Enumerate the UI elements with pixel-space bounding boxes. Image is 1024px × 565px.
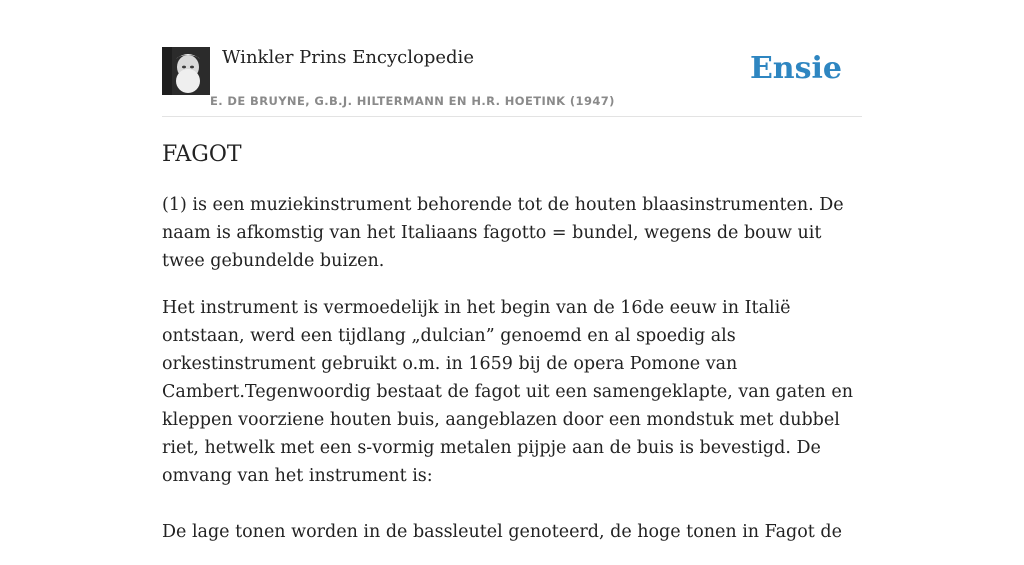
ensie-logo[interactable]: Ensie [749,51,842,86]
source-title[interactable]: Winkler Prins Encyclopedie [222,47,474,68]
author-portrait-icon [162,47,210,95]
article-paragraph-1: (1) is een muziekinstrument behorende tot de houten blaasinstrumenten. De naam is afkomstig van het Italiaans fagotto = bundel, wegens de bouw uit twee gebundelde buizen. [162,195,844,271]
article [162,140,862,565]
source-authors: E. DE BRUYNE, G.B.J. HILTERMANN EN H.R. HOETINK (1947) [210,94,615,108]
article-paragraph-3: De lage tonen worden in de bassleutel genoteerd, de hoge tonen in Fagot de [162,522,842,542]
page [162,0,862,542]
article-paragraph-2: Het instrument is vermoedelijk in het begin van de 16de eeuw in Italië ontstaan, werd een tijdlang „dulcian” genoemd en al spoedig als orkestinstrument gebruikt o.m. in 1659 bij de opera Pomone van Cambert.Tegenwoordig bestaat de fagot uit een samengeklapte, van gaten en kleppen voorziene houten buis, aangeblazen door een mondstuk met dubbel riet, hetwelk met een s-vormig metalen pijpje aan de buis is bevestigd. De omvang van het instrument is: [162,298,854,486]
source-header [162,0,862,117]
author-avatar[interactable] [162,47,210,95]
article-title: FAGOT [162,142,242,167]
